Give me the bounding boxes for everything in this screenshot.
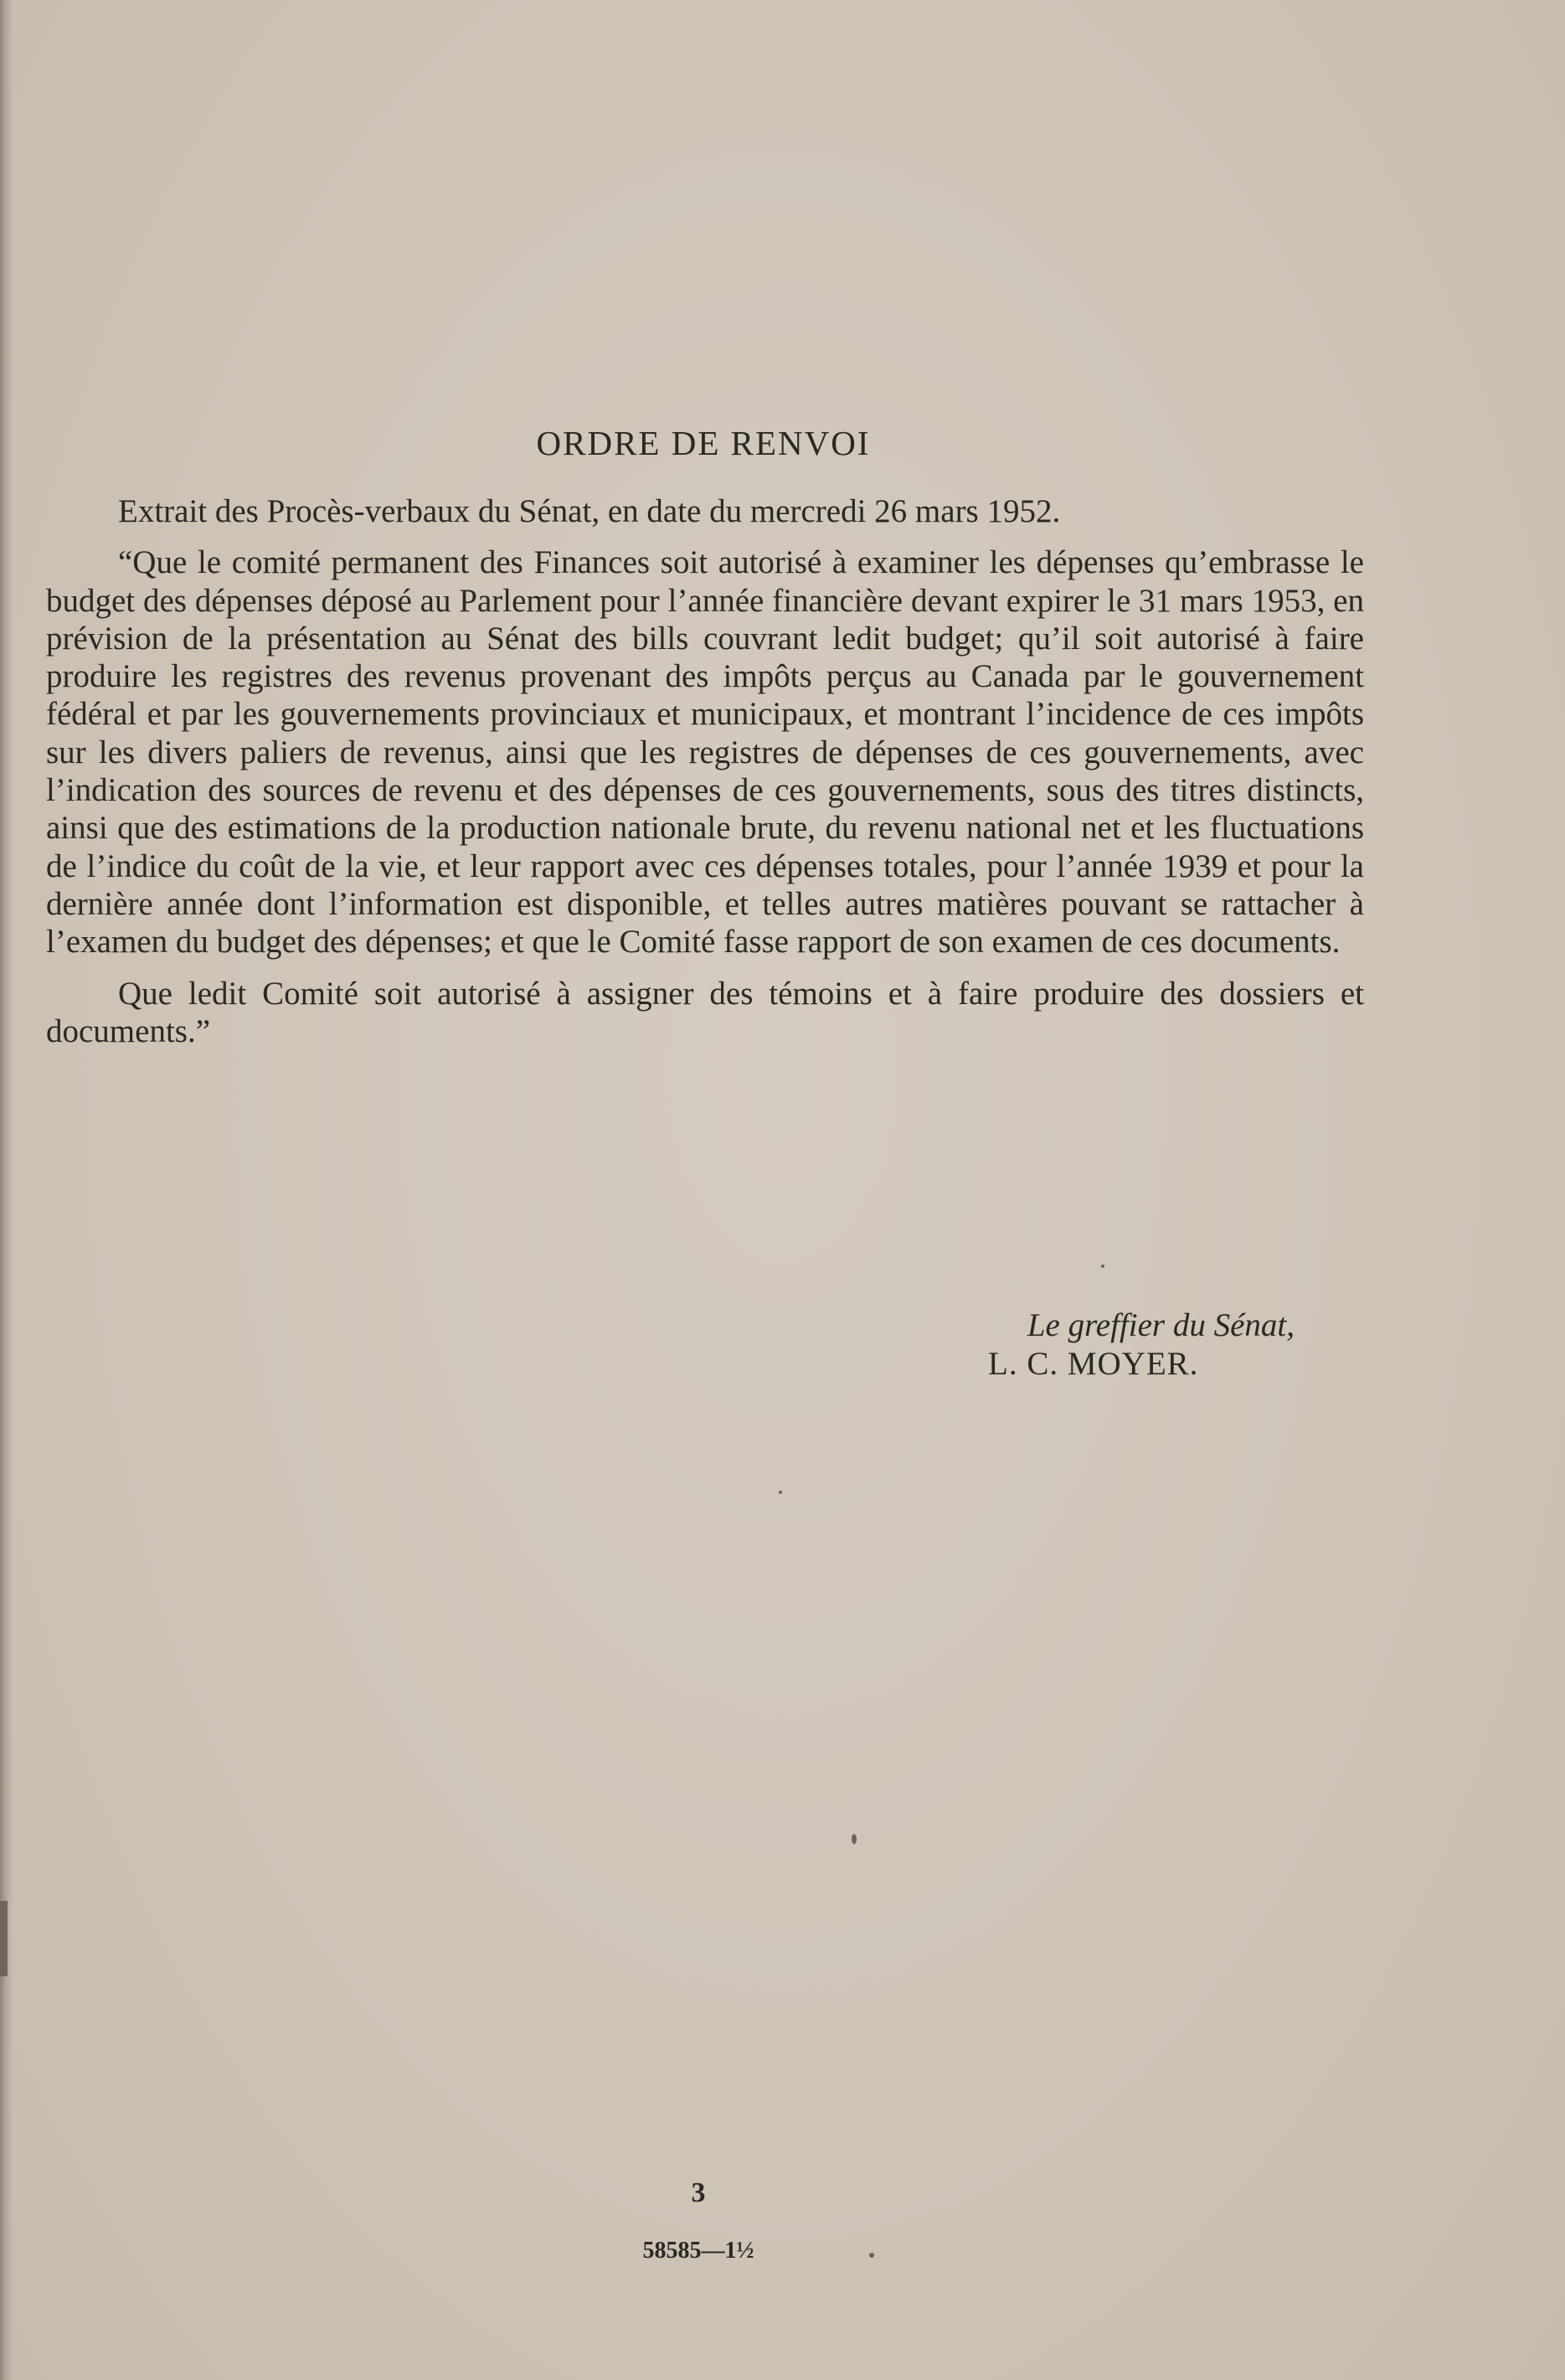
document-heading: ORDRE DE RENVOI xyxy=(536,424,871,462)
paper-speck xyxy=(779,1491,782,1494)
print-code: 58585—1½ xyxy=(642,2238,754,2264)
binding-mark xyxy=(0,1901,8,1976)
paragraph-witnesses: Que ledit Comité soit autorisé à assigner des témoins et à faire produire des dossiers et documents.” xyxy=(46,975,1364,1049)
binding-edge xyxy=(0,0,13,2380)
paragraph-resolution: “Que le comité permanent des Finances soit autorisé à examiner les dépenses qu’embrasse le budget des dépenses déposé au Parlement pour l’année financière devant expirer le 31 mars 1953, en prévision de la présentation au Sénat des bills couvrant ledit budget; qu’il soit autorisé à faire produire les registres des revenus provenant des impôts perçus au Canada par le gouvernement fédéral et par les gouvernements provinciaux et municipaux, et montrant l’incidence de ces impôts sur les divers paliers de revenus, ainsi que les registres de dépenses de ces gouvernements, avec l’indication des sources de revenu et des dépenses de ces gouvernements, sous des titres distincts, ainsi que des estimations de la production nationale brute, du revenu national net et les fluctuations de l’indice du coût de la vie, et leur rapport avec ces dépenses totales, pour l’année 1939 et pour la dernière année dont l’information est disponible, et telles autres matières pouvant se rattacher à l’examen du budget des dépenses; et que le Comité fasse rapport de son examen de ces documents. xyxy=(46,544,1364,961)
paper-speck xyxy=(1101,1265,1104,1268)
signature-name: L. C. MOYER. xyxy=(988,1346,1199,1382)
signature-block xyxy=(871,1306,1373,1383)
paper-speck xyxy=(869,2253,874,2258)
document-body xyxy=(46,492,1364,1064)
paper-speck xyxy=(852,1834,857,1844)
signature-title: Le greffier du Sénat, xyxy=(1027,1307,1295,1343)
paragraph-extract: Extrait des Procès-verbaux du Sénat, en date du mercredi 26 mars 1952. xyxy=(118,493,1061,529)
page-number: 3 xyxy=(691,2177,706,2208)
